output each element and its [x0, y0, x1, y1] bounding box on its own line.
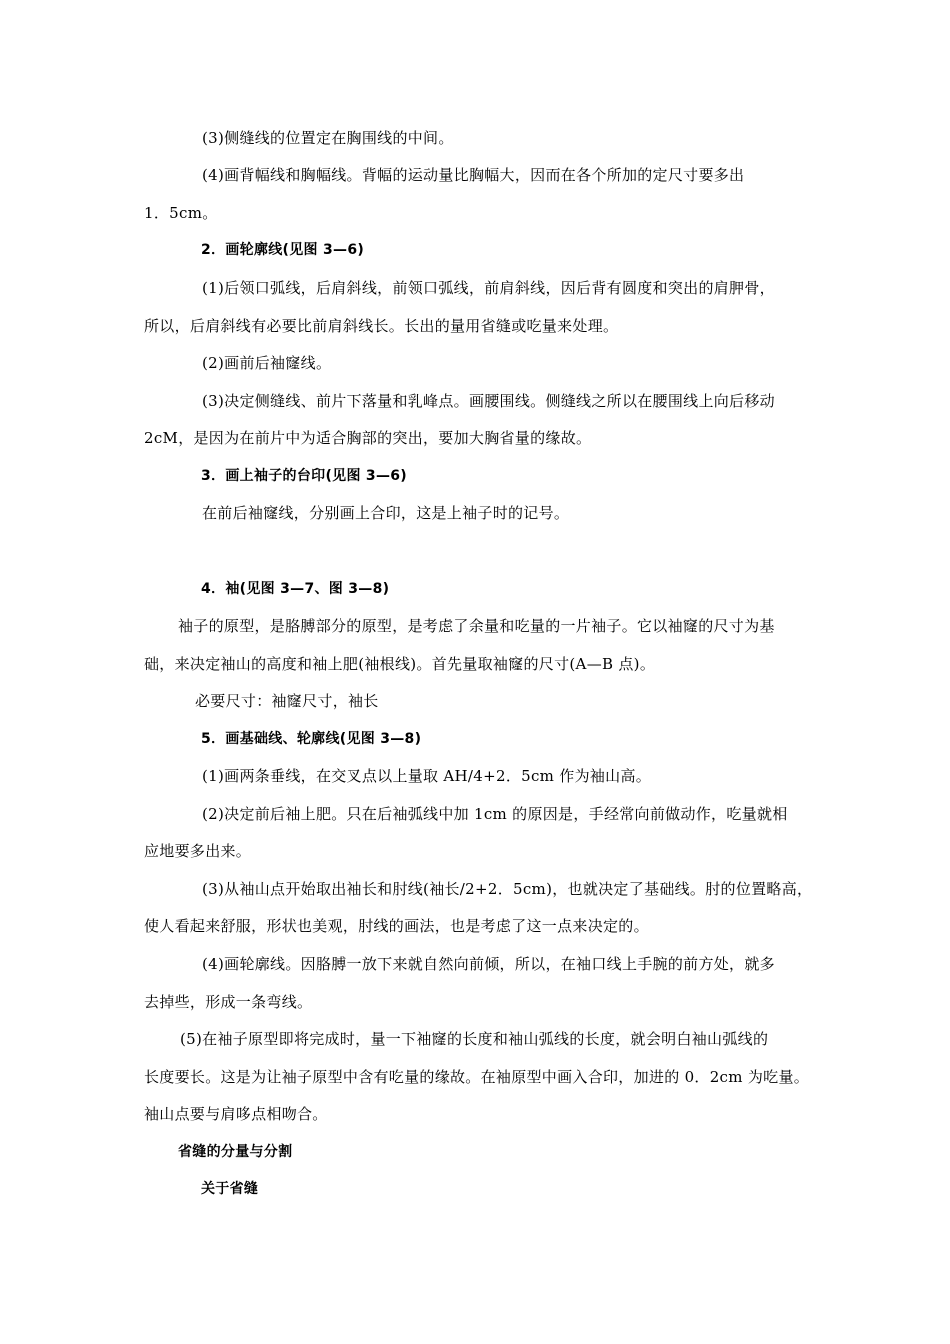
paragraph-line: (3)决定侧缝线、前片下落量和乳峰点。画腰围线。侧缝线之所以在腰围线上向后移动 — [202, 392, 775, 410]
section-heading: 省缝的分量与分割 — [178, 1144, 293, 1160]
paragraph-line: 所以，后肩斜线有必要比前肩斜线长。长出的量用省缝或吃量来处理。 — [144, 317, 619, 335]
paragraph-line: 使人看起来舒服，形状也美观，肘线的画法，也是考虑了这一点来决定的。 — [144, 917, 649, 935]
paragraph-line: (4)画轮廓线。因胳膊一放下来就自然向前倾，所以，在袖口线上手腕的前方处，就多 — [202, 955, 775, 973]
section-heading: 关于省缝 — [201, 1181, 259, 1197]
paragraph-line: 应地要多出来。 — [144, 842, 252, 860]
paragraph-line: 1．5cm。 — [144, 204, 218, 222]
section-heading: 3．画上袖子的台印(见图 3—6) — [201, 468, 407, 484]
paragraph-line: 2cM，是因为在前片中为适合胸部的突出，要加大胸省量的缘故。 — [144, 429, 592, 447]
paragraph-line: 长度要长。这是为让袖子原型中含有吃量的缘故。在袖原型中画入合印，加进的 0．2cm 为吃量。 — [144, 1068, 810, 1086]
paragraph-line: (4)画背幅线和胸幅线。背幅的运动量比胸幅大，因而在各个所加的定尺寸要多出 — [202, 166, 745, 184]
paragraph-line: (3)从袖山点开始取出袖长和肘线(袖长/2+2．5cm)，也就决定了基础线。肘的位置略高， — [202, 880, 813, 898]
paragraph-line: 在前后袖窿线，分别画上合印，这是上袖子时的记号。 — [202, 504, 570, 522]
section-heading: 4．袖(见图 3—7、图 3—8) — [201, 581, 390, 597]
paragraph-line: (1)画两条垂线，在交叉点以上量取 AH/4+2．5cm 作为袖山高。 — [202, 767, 652, 785]
paragraph-line: (5)在袖子原型即将完成时，量一下袖窿的长度和袖山弧线的长度，就会明白袖山弧线的 — [180, 1030, 769, 1048]
section-heading: 5．画基础线、轮廓线(见图 3—8) — [201, 731, 422, 747]
paragraph-line: (2)画前后袖窿线。 — [202, 354, 332, 372]
paragraph-line: 袖山点要与肩哆点相吻合。 — [144, 1105, 328, 1123]
paragraph-line: (2)决定前后袖上肥。只在后袖弧线中加 1cm 的原因是，手经常向前做动作，吃量就相 — [202, 805, 788, 823]
paragraph-line: 必要尺寸：袖窿尺寸，袖长 — [195, 692, 379, 710]
paragraph-line: 去掉些，形成一条弯线。 — [144, 993, 313, 1011]
paragraph-line: 袖子的原型，是胳膊部分的原型，是考虑了余量和吃量的一片袖子。它以袖窿的尺寸为基 — [178, 617, 775, 635]
paragraph-line: (1)后领口弧线，后肩斜线，前领口弧线，前肩斜线，因后背有圆度和突出的肩胛骨， — [202, 279, 775, 297]
paragraph-line: 础，来决定袖山的高度和袖上肥(袖根线)。首先量取袖窿的尺寸(A—B 点)。 — [144, 655, 656, 673]
section-heading: 2．画轮廓线(见图 3—6) — [201, 242, 365, 258]
paragraph-line: (3)侧缝线的位置定在胸围线的中间。 — [202, 129, 454, 147]
